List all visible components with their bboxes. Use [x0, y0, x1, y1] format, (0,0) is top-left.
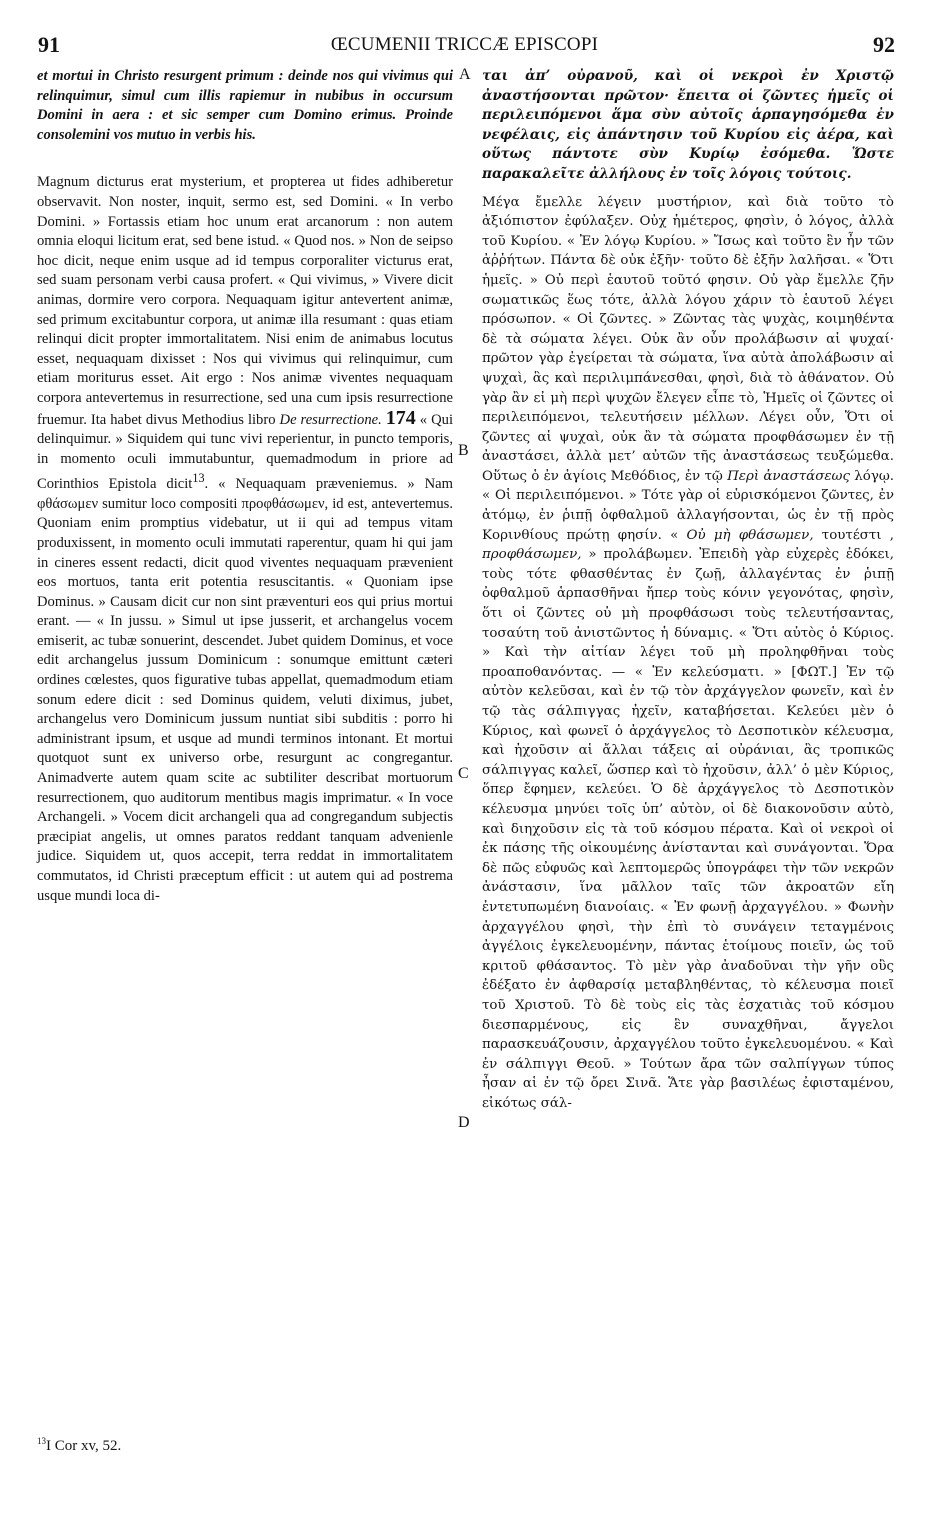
- greek-book-title: Περὶ ἀναστάσεως: [727, 468, 850, 484]
- footnote: [37, 1436, 121, 1455]
- margin-marker-a: A: [459, 66, 471, 83]
- latin-commentary: [37, 173, 453, 906]
- latin-column: [37, 67, 453, 906]
- greek-mid-text: τουτέστι ,: [821, 527, 894, 543]
- margin-marker-d: D: [458, 1114, 470, 1131]
- greek-commentary-part-1: Μέγα ἔμελλε λέγειν μυστήριον, καὶ διὰ τοῦτο τὸ ἀξιόπιστον ἐφύλαξεν. Οὐχ ἡμέτερος, φησὶν, ὁ λόγος, ἀλλὰ τοῦ Κυρίου. « Ἐν λόγῳ Κυρίου. » Ἴσως καὶ τοῦτο ἓν ἦν τῶν ἀῤῥήτων. Πάντα δὲ οὐκ ἐξῆν· τοῦτο δὲ ἐξῆν λαλῆσαι. « Ὅτι ἡμεῖς. » Οὐ περὶ ἑαυτοῦ τοῦτό φησιν. Οὐ γὰρ ἔμελλε ζῆν σωματικῶς ἕως τότε, ἀλλὰ λόγου χάριν τὸ ἑαυτοῦ λέγει πρόσωπον. « Οἱ ζῶντες. » Ζῶντας τὰς ψυχὰς, κοιμηθέντα δὲ τὰ σώματα λέγει. Οὐκ ἂν οὖν προλάβωσιν αἱ ψυχαί· πρῶτον γὰρ ἐγείρεται τὰ σώματα, ἵνα αὐτὰ ἀπολάβωσιν αἱ ψυχαὶ, ἃς καὶ περιλιμπάνεσθαι, φησὶ, διὰ τὸ ἀθάνατον. Οὐ γὰρ ἂν εἰ μὴ περὶ ψυχῶν ἔλεγεν εἶπε τὸ, Ἡμεῖς οἱ ζῶντες οἱ περιλειπόμενοι, τελευτήσειν μέλλων. Λέγει οὖν, Ὅτι οἱ ζῶντες αἱ ψυχαὶ, οὐκ ἂν τὰ σώματα προφθάσωμεν ἐν τῇ ἀναστάσει, ἀλλὰ μετ’ αὐτῶν τῆς ἀναστάσεως τευξώμεθα. Οὕτως ὁ ἐν ἁγίοις Μεθόδιος, ἐν τῷ: [482, 194, 894, 484]
- greek-commentary: [482, 193, 894, 1114]
- left-page-number: 91: [38, 32, 60, 57]
- latin-commentary-part-1: Magnum dicturus erat mysterium, et propterea ut fides adhiberetur observavit. Non noster, inquit, sermo est, sed Domini. « In verbo Domini. » Fortassis etiam hoc unum erat arcanorum : non autem omnia eloqui licitum erat, sed bene istud. « Quod nos. » Non de seipso hoc dicit, neque enim usque ad id tempus corporaliter victurus erat, sed suam personam verbi causa profert. « Qui vivimus, » Vivere dicit animas, dormire vero corpora. Nequaquam igitur antevertent animæ, sed primum excitabuntur corpora, ut animæ illa resumant : quas etiam relinqui dicit propter immortalitatem. Nisi enim de animabus locutus esset, nequaquam dixisset : Nos qui vivimus qui relinquimur, cum etiam moriturus esset. Ait ergo : Nos animæ viventes nequaquam corpora antevertemus in resurrectione, sed una cum ipsis resurrectione fruemur. Ita habet divus Methodius libro: [37, 174, 453, 428]
- latin-commentary-part-3: . « Nequaquam præveniemus. » Nam φθάσωμεν sumitur loco compositi προφθάσωμεν, id est, antevertemus. Quoniam enim promptius videbatur, ut ii qui ad tempus vitam produxissent, in momento oculi immutati raperentur, quam hi qui jam in cineres essent redacti, dicit quod viventes nequaquam prævenient eos mortuos, tanta erit potentia resuscitantis. « Quoniam ipse Dominus. » Causam dicit cur non sint præventuri eos qui prius mortui erant. — « In jussu. » Simul ut ipse jusserit, et archangelus vocem emiserit, ac tubæ sonuerint, descendet. Jubet quidem Dominus, et voce edit archangelus jussum Dominicum : sonumque emittunt cæteri ordines cœlestes, quos figurative tubas appellat, quemadmodum etiam sonum edere dicit : sed Dominus quidem, veluti diximus, jubet, archangelus vero Dominicum jussum nuntiat sibi subditis : porro hi administrant ipsum, et usque ad mundi terminos intonant. Et mortui quotquot sunt ex universo orbe, resurgunt ac congregantur. Animadverte autem quam scite ac subtiliter describat mortuorum resurrectionem, quo auditorum mentibus magis imprimatur. « In voce Archangeli. » Vocem dicit archangeli qua ad congregandum subjectis præcipiat angelis, ut omnes paratos reddant tanquam advenienle judice. Siquidem ut, quos accepit, terra reddat in immortalitatem commutatos, id Christi præceptum efficit : ut autem qui ad postrema usque mundi loca di-: [37, 476, 453, 904]
- footnote-number: 13: [37, 1436, 46, 1446]
- margin-marker-b: B: [458, 442, 469, 459]
- edition-page-reference: 174: [385, 406, 416, 429]
- greek-quote-b: προφθάσωμεν,: [482, 547, 582, 563]
- latin-book-title: De resurrectione.: [279, 411, 382, 428]
- greek-scripture-passage: ται ἀπ’ οὐρανοῦ, καὶ οἱ νεκροὶ ἐν Χριστῷ ἀναστήσονται πρῶτον· ἔπειτα οἱ ζῶντες ἡμεῖς οἱ περιλειπόμενοι ἅμα σὺν αὐτοῖς ἁρπαγησόμεθα ἐν νεφέλαις, εἰς ἀπάντησιν τοῦ Κυρίου εἰς ἀέρα, καὶ οὕτως πάντοτε σὺν Κυρίῳ ἐσόμεθα. Ὥστε παρακαλεῖτε ἀλλήλους ἐν τοῖς λόγοις τούτοις.: [482, 68, 894, 182]
- right-page-number: 92: [873, 32, 895, 57]
- latin-scripture-passage: et mortui in Christo resurgent primum : deinde nos qui vivimus qui relinquimur, simul cum illis rapiemur in nubibus in occursum Domini in aera : et sic semper cum Domino erimus. Proinde consolemini vos mutuo in verbis his.: [37, 68, 453, 143]
- greek-quote-a: Οὐ μὴ φθάσωμεν,: [686, 527, 814, 543]
- latin-commentary-part-2: « Qui delinquimur. » Siquidem qui tunc vivi reperientur, in puncto temporis, in momento oculi immutabuntur, quemadmodum in priore ad Corinthios Epistola dicit: [37, 411, 453, 493]
- page-header: [28, 32, 901, 62]
- greek-commentary-part-2: λόγῳ. « Οἱ περιλειπόμενοι. » Τότε γὰρ οἱ εὑρισκόμενοι ζῶντες, ἐν ἀτόμῳ, ἐν ῥιπῇ ὀφθαλμοῦ ἀλλαγήσονται, ὡς ἐν τῇ πρὸς Κορινθίους πρώτῃ φησίν. «: [482, 468, 895, 543]
- margin-marker-c: C: [458, 765, 469, 782]
- footnote-reference: 13: [192, 471, 205, 486]
- greek-commentary-part-3: » προλάβωμεν. Ἐπειδὴ γὰρ εὐχερὲς ἐδόκει, τοὺς τότε φθασθέντας ἐν ζωῇ, ἀλλαγέντας ἐν ῥιπῇ ὀφθαλμοῦ ἁρπασθῆναι ἤπερ τοὺς κόνιν γεγονότας, φησὶν, ὅτι οἱ ζῶντες οὐ μὴ προφθάσωσι τοὺς τελευτήσαντας, τοσαύτη τοῦ ἀνιστῶντος ἡ δύναμις. « Ὅτι αὐτὸς ὁ Κύριος. » Καὶ τὴν αἰτίαν λέγει τοῦ μὴ προληφθῆναι τοὺς προαποθανόντας. — « Ἐν κελεύσματι. » [ΦΩΤ.] Ἐν τῷ αὐτὸν κελεῦσαι, καὶ ἐν τῷ τὸν ἀρχάγγελον φωνεῖν, καὶ ἐν τῷ τὰς σάλπιγγας ἠχεῖν, καταβήσεται. Κελεύει μὲν ὁ Κύριος, καὶ φωνεῖ ὁ ἀρχάγγελος τὸ Δεσποτικὸν κέλευσμα, καὶ ἠχοῦσιν αἱ ἄλλαι τάξεις αἱ οὐράνιαι, ἃς τροπικῶς σάλπιγγας καλεῖ, ὥσπερ καὶ τὸ ἠχοῦσιν, ἀλλ’ ὁ μὲν Κύριος, ὅπερ ἔφημεν, κελεύει. Ὁ δὲ ἀρχάγγελος τὸ Δεσποτικὸν κέλευσμα μηνύει τοῖς ὑπ’ αὐτὸν, οἱ δὲ διακονοῦσιν αὐτὸ, καὶ διηχοῦσιν εἰς τὰ τοῦ κόσμου πέρατα. Καὶ οἱ νεκροὶ οἱ ἐκ πάσης τῆς οἰκουμένης ἀνίστανται καὶ συνάγονται. Ὅρα δὲ πῶς εὐφυῶς καὶ λεπτομερῶς ὑπογράφει τὴν τῶν νεκρῶν ἀνάστασιν, ἵνα μᾶλλον ταῖς τῶν ἀκροατῶν εἴη ἐντετυπωμένη διανοίαις. « Ἐν φωνῇ ἀρχαγγέλου. » Φωνὴν ἀρχαγγέλου φησὶ, τὴν ἐπὶ τὸ συνάγειν τεταγμένοις ἀγγέλοις ἐγκελευομένην, πάντας ἑτοίμους ποιεῖν, ὡς τοῦ κριτοῦ φθάσαντος. Τὸ μὲν γὰρ ἀναδοῦναι τὴν γῆν οὓς ἐδέξατο ἐν ἀφθαρσίᾳ μεταβληθέντας, τὸ κέλευσμα ποιεῖ τοῦ Χριστοῦ. Τὸ δὲ τοὺς εἰς τὰς ἐσχατιὰς τοῦ κόσμου διεσπαρμένους, εἰς ἓν συναχθῆναι, ἄγγελοι παρασκευάζουσιν, ἀρχαγγέλου τοῦτο ἐγκελευομένου. « Καὶ ἐν σάλπιγγι Θεοῦ. » Τούτων ἄρα τῶν σαλπίγγων τύπος ἦσαν αἱ ἐν τῷ ὄρει Σινᾶ. Ἅτε γὰρ βασιλέως ἐφισταμένου, εἰκότως σάλ-: [482, 547, 894, 1111]
- footnote-text: I Cor xv, 52.: [46, 1438, 122, 1454]
- running-title: ŒCUMENII TRICCÆ EPISCOPI: [330, 34, 599, 55]
- greek-column: [482, 67, 894, 1113]
